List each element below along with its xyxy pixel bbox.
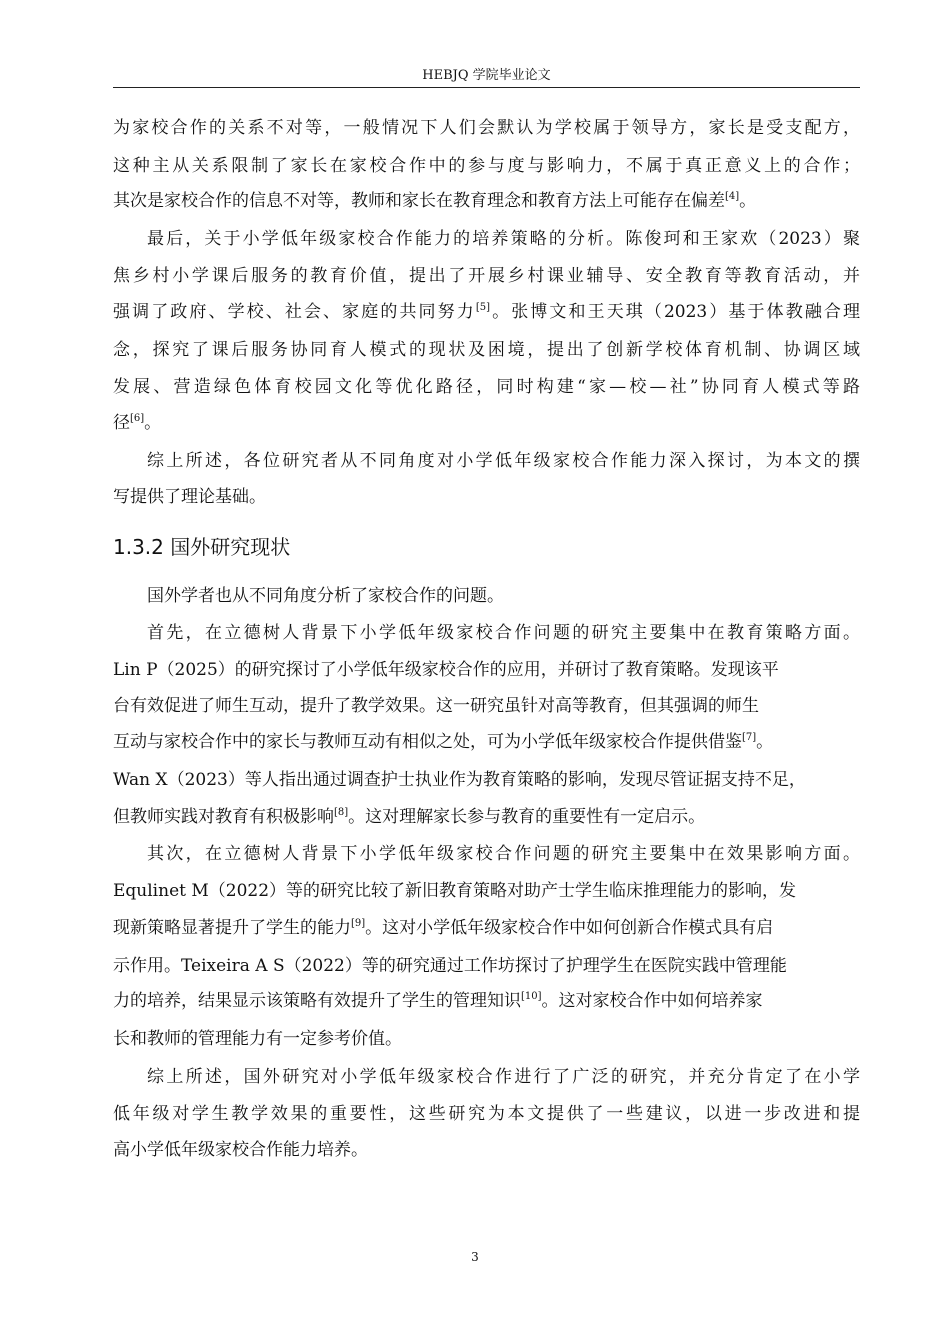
line-text: 。这对家校合作中如何培养家 [541, 991, 763, 1011]
paragraph-line [113, 806, 860, 831]
paragraph-line: 为家校合作的关系不对等，一般情况下人们会默认为学校属于领导方，家长是受支配方， [113, 118, 860, 138]
citation-ref: [8] [334, 807, 349, 818]
paragraph-line: 最后，关于小学低年级家校合作能力的培养策略的分析。陈俊珂和王家欢（2023）聚 [147, 229, 860, 249]
paragraph-line: 长和教师的管理能力有一定参考价值。 [113, 1029, 402, 1049]
paragraph-line: 综上所述，国外研究对小学低年级家校合作进行了广泛的研究，并充分肯定了在小学 [147, 1067, 860, 1087]
paragraph-line: 高小学低年级家校合作能力培养。 [113, 1140, 368, 1160]
line-text: 。 [739, 191, 757, 211]
line-text: 强调了政府、学校、社会、家庭的共同努力 [113, 302, 476, 322]
line-text: 。 [144, 413, 162, 433]
paragraph-line [113, 917, 860, 942]
citation-ref: [5] [475, 302, 491, 313]
line-text: 。张博文和王天琪（2023）基于体教融合理 [490, 302, 861, 322]
line-text: 。这对理解家长参与教育的重要性有一定启示。 [348, 807, 706, 827]
paragraph-line: 低年级对学生教学效果的重要性，这些研究为本文提供了一些建议，以进一步改进和提 [113, 1104, 860, 1124]
paragraph-line: 其次，在立德树人背景下小学低年级家校合作问题的研究主要集中在效果影响方面。 [147, 844, 860, 864]
paragraph-line: 焦乡村小学课后服务的教育价值，提出了开展乡村课业辅导、安全教育等教育活动，并 [113, 266, 860, 286]
paragraph-line: 念，探究了课后服务协同育人模式的现状及困境，提出了创新学校体育机制、协调区域 [113, 340, 860, 360]
paragraph-line: 台有效促进了师生互动，提升了教学效果。这一研究虽针对高等教育，但其强调的师生 [113, 696, 759, 716]
paragraph-line: Wan X（2023）等人指出通过调查护士执业作为教育策略的影响，发现尽管证据支持不足， [113, 770, 806, 790]
line-text: 互动与家校合作中的家长与教师互动有相似之处，可为小学低年级家校合作提供借鉴 [113, 732, 742, 752]
paragraph-line: 首先，在立德树人背景下小学低年级家校合作问题的研究主要集中在教育策略方面。 [147, 623, 860, 643]
citation-ref: [9] [351, 918, 366, 929]
paragraph-line: 综上所述，各位研究者从不同角度对小学低年级家校合作能力深入探讨，为本文的撰 [147, 451, 860, 471]
line-text: 径 [113, 413, 130, 433]
running-header: HEBJQ 学院毕业论文 [422, 68, 551, 83]
citation-ref: [4] [725, 191, 740, 202]
paragraph-line: 写提供了理论基础。 [113, 487, 266, 507]
paragraph-line: 这种主从关系限制了家长在家校合作中的参与度与影响力，不属于真正意义上的合作； [113, 156, 860, 176]
paragraph-line [113, 412, 860, 437]
paragraph-line: Equlinet M（2022）等的研究比较了新旧教育策略对助产士学生临床推理能力的影响，发 [113, 881, 797, 901]
line-text: 现新策略显著提升了学生的能力 [113, 918, 351, 938]
citation-ref: [6] [130, 413, 145, 424]
paragraph-line [113, 990, 860, 1015]
section-heading: 1.3.2 国外研究现状 [113, 535, 291, 559]
paragraph-line: Lin P（2025）的研究探讨了小学低年级家校合作的应用，并研讨了教育策略。发现该平 [113, 660, 779, 680]
paragraph-line [113, 731, 860, 756]
line-text: 。这对小学低年级家校合作中如何创新合作模式具有启 [365, 918, 774, 938]
paragraph-line: 发展、营造绿色体育校园文化等优化路径，同时构建“家—校—社”协同育人模式等路 [113, 377, 860, 397]
citation-ref: [10] [521, 991, 542, 1002]
paragraph-line: 国外学者也从不同角度分析了家校合作的问题。 [147, 586, 504, 606]
line-text: 其次是家校合作的信息不对等，教师和家长在教育理念和教育方法上可能存在偏差 [113, 191, 725, 211]
citation-ref: [7] [742, 732, 757, 743]
paragraph-line [113, 301, 860, 326]
line-text: 但教师实践对教育有积极影响 [113, 807, 334, 827]
paragraph-line [113, 190, 860, 215]
header-rule [113, 87, 860, 88]
paragraph-line: 示作用。Teixeira A S（2022）等的研究通过工作坊探讨了护理学生在医院实践中管理能 [113, 956, 787, 976]
line-text: 。 [756, 732, 774, 752]
line-text: 力的培养，结果显示该策略有效提升了学生的管理知识 [113, 991, 521, 1011]
page-number: 3 [471, 1250, 479, 1264]
